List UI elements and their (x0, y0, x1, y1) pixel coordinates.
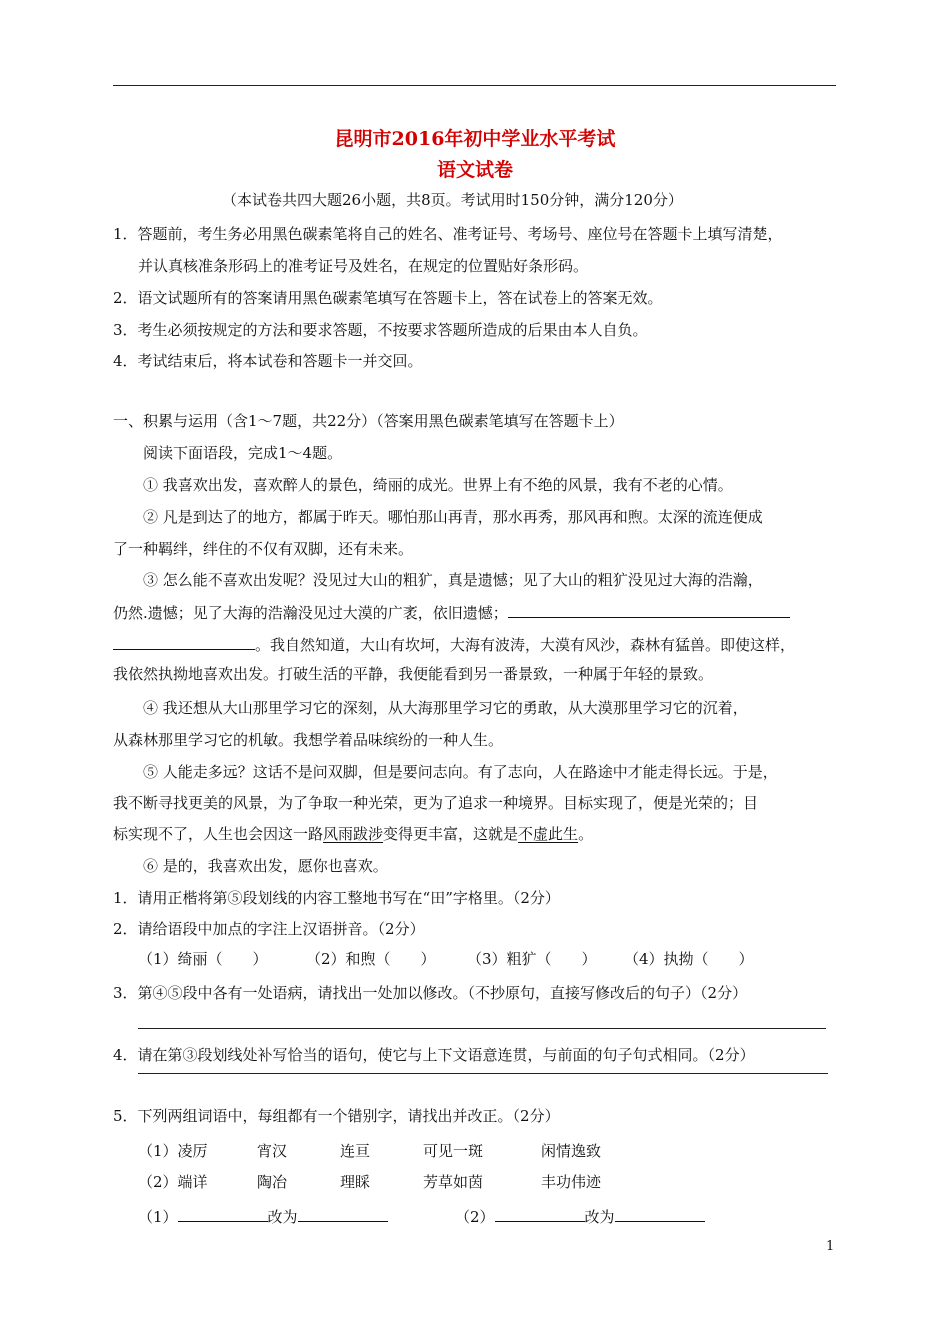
paragraph-5-cont2 (113, 824, 593, 844)
exam-info: （本试卷共四大题26小题，共8页。考试用时150分钟，满分120分） (222, 191, 683, 209)
q5-row2-word-5: 丰功伟迹 (541, 1173, 602, 1191)
paragraph-5: ⑤ 人能走多远？这话不是问双脚，但是要问志向。有了志向，人在路途中才能走得长远。于是， (143, 763, 778, 781)
instruction-1-cont: 并认真核准条形码上的准考证号及姓名，在规定的位置贴好条形码。 (138, 257, 589, 275)
q5-row1-word-5: 闲情逸致 (541, 1142, 602, 1160)
instruction-3: 3．考生必须按规定的方法和要求答题，不按要求答题所造成的后果由本人自负。 (113, 321, 648, 339)
q5-row2-word-2: 陶冶 (257, 1173, 288, 1191)
instruction-4: 4．考试结束后，将本试卷和答题卡一并交回。 (113, 352, 423, 370)
q2-option-2: （2）和煦（ ） (306, 950, 436, 968)
paragraph-3-text: 仍然.遗憾；见了大海的浩瀚没见过大漠的广袤，依旧遗憾； (113, 604, 508, 622)
answer-line-q3[interactable] (138, 1028, 826, 1029)
paragraph-5-text-end: 。 (578, 825, 594, 843)
paragraph-5-text-mid: 变得更丰富，这就是 (383, 825, 519, 843)
q5-answer-2-label: （2） (455, 1208, 495, 1226)
q5-row1-word-4: 可见一斑 (423, 1142, 484, 1160)
answer-line-q4[interactable] (138, 1073, 828, 1074)
paragraph-3-cont (113, 601, 790, 623)
paragraph-5-cont: 我不断寻找更美的风景，为了争取一种光荣，更为了追求一种境界。目标实现了，便是光荣的；目 (113, 794, 759, 812)
q5-answer-1-label: （1） (138, 1208, 178, 1226)
q2-option-3: （3）粗犷（ ） (467, 950, 597, 968)
paragraph-1: ① 我喜欢出发，喜欢醉人的景色，绮丽的成光。世界上有不绝的风景，我有不老的心情。 (143, 476, 733, 494)
underlined-phrase-2: 不虚此生 (518, 825, 579, 843)
paragraph-2-cont: 了一种羁绊，绊住的不仅有双脚，还有未来。 (113, 540, 414, 558)
paragraph-5-text: 标实现不了，人生也会因这一路 (113, 825, 324, 843)
question-5: 5．下列两组词语中，每组都有一个错别字，请找出并改正。（2分） (113, 1107, 560, 1125)
q5-answer-1-wrong-blank[interactable] (178, 1205, 268, 1222)
fill-blank-q4[interactable] (508, 601, 790, 618)
q5-row1-word-1: （1）凌厉 (138, 1142, 208, 1160)
q2-option-4: （4）执拗（ ） (624, 950, 754, 968)
paragraph-6: ⑥ 是的，我喜欢出发，愿你也喜欢。 (143, 857, 388, 875)
q5-row1-word-2: 宵汉 (257, 1142, 288, 1160)
q5-answer-2-correct-blank[interactable] (615, 1205, 705, 1222)
question-3: 3．第④⑤段中各有一处语病，请找出一处加以修改。（不抄原句，直接写修改后的句子）（2分） (113, 984, 748, 1002)
q5-answer-2-wrong-blank[interactable] (495, 1205, 585, 1222)
q5-answer-1-change: 改为 (267, 1208, 298, 1226)
instruction-1: 1．答题前，考生务必用黑色碳素笔将自己的姓名、准考证号、考场号、座位号在答题卡上填写清楚， (113, 225, 783, 243)
question-1: 1．请用正楷将第⑤段划线的内容工整地书写在“田”字格里。（2分） (113, 889, 560, 907)
paragraph-2: ② 凡是到达了的地方，都属于昨天。哪怕那山再青，那水再秀，那风再和煦。太深的流连便成 (143, 508, 763, 526)
paragraph-3: ③ 怎么能不喜欢出发呢？没见过大山的粗犷，真是遗憾；见了大山的粗犷没见过大海的浩瀚， (143, 571, 763, 589)
paragraph-4-cont: 从森林那里学习它的机敏。我想学着品味缤纷的一种人生。 (113, 731, 504, 749)
header-rule (113, 85, 836, 86)
paragraph-4: ④ 我还想从大山那里学习它的深刻，从大海那里学习它的勇敢，从大漠那里学习它的沉着， (143, 699, 748, 717)
page-number: 1 (826, 1239, 835, 1254)
question-2: 2．请给语段中加点的字注上汉语拼音。（2分） (113, 920, 425, 938)
q5-answer-2-change: 改为 (584, 1208, 615, 1226)
q5-row1-word-3: 连亘 (340, 1142, 371, 1160)
q5-row2-word-1: （2）端详 (138, 1173, 208, 1191)
paragraph-3-cont3: 我依然执拗地喜欢出发。打破生活的平静，我便能看到另一番景致，一种属于年轻的景致。 (113, 665, 714, 683)
q5-answer-1-correct-blank[interactable] (298, 1205, 388, 1222)
q5-row2-word-4: 芳草如茵 (423, 1173, 484, 1191)
section-heading: 一、积累与运用（含1～7题，共22分）（答案用黑色碳素笔填写在答题卡上） (113, 412, 624, 430)
question-4: 4．请在第③段划线处补写恰当的语句，使它与上下文语意连贯，与前面的句子句式相同。（2分） (113, 1046, 755, 1064)
underlined-phrase-1: 风雨跋涉 (323, 825, 384, 843)
q2-option-1: （1）绮丽（ ） (138, 950, 268, 968)
paragraph-3-text2: 。我自然知道，大山有坎坷，大海有波涛，大漠有风沙，森林有猛兽。即使这样， (255, 636, 796, 654)
reading-prompt: 阅读下面语段，完成1～4题。 (143, 444, 343, 462)
exam-title: 昆明市2016年初中学业水平考试 (334, 128, 616, 150)
paragraph-3-cont2 (113, 633, 795, 655)
fill-blank-q4-cont[interactable] (113, 633, 255, 650)
instruction-2: 2．语文试题所有的答案请用黑色碳素笔填写在答题卡上，答在试卷上的答案无效。 (113, 289, 663, 307)
q5-row2-word-3: 理睬 (340, 1173, 371, 1191)
exam-subtitle: 语文试卷 (436, 159, 513, 181)
q5-answer-2 (455, 1205, 705, 1227)
q5-answer-1 (138, 1205, 388, 1227)
